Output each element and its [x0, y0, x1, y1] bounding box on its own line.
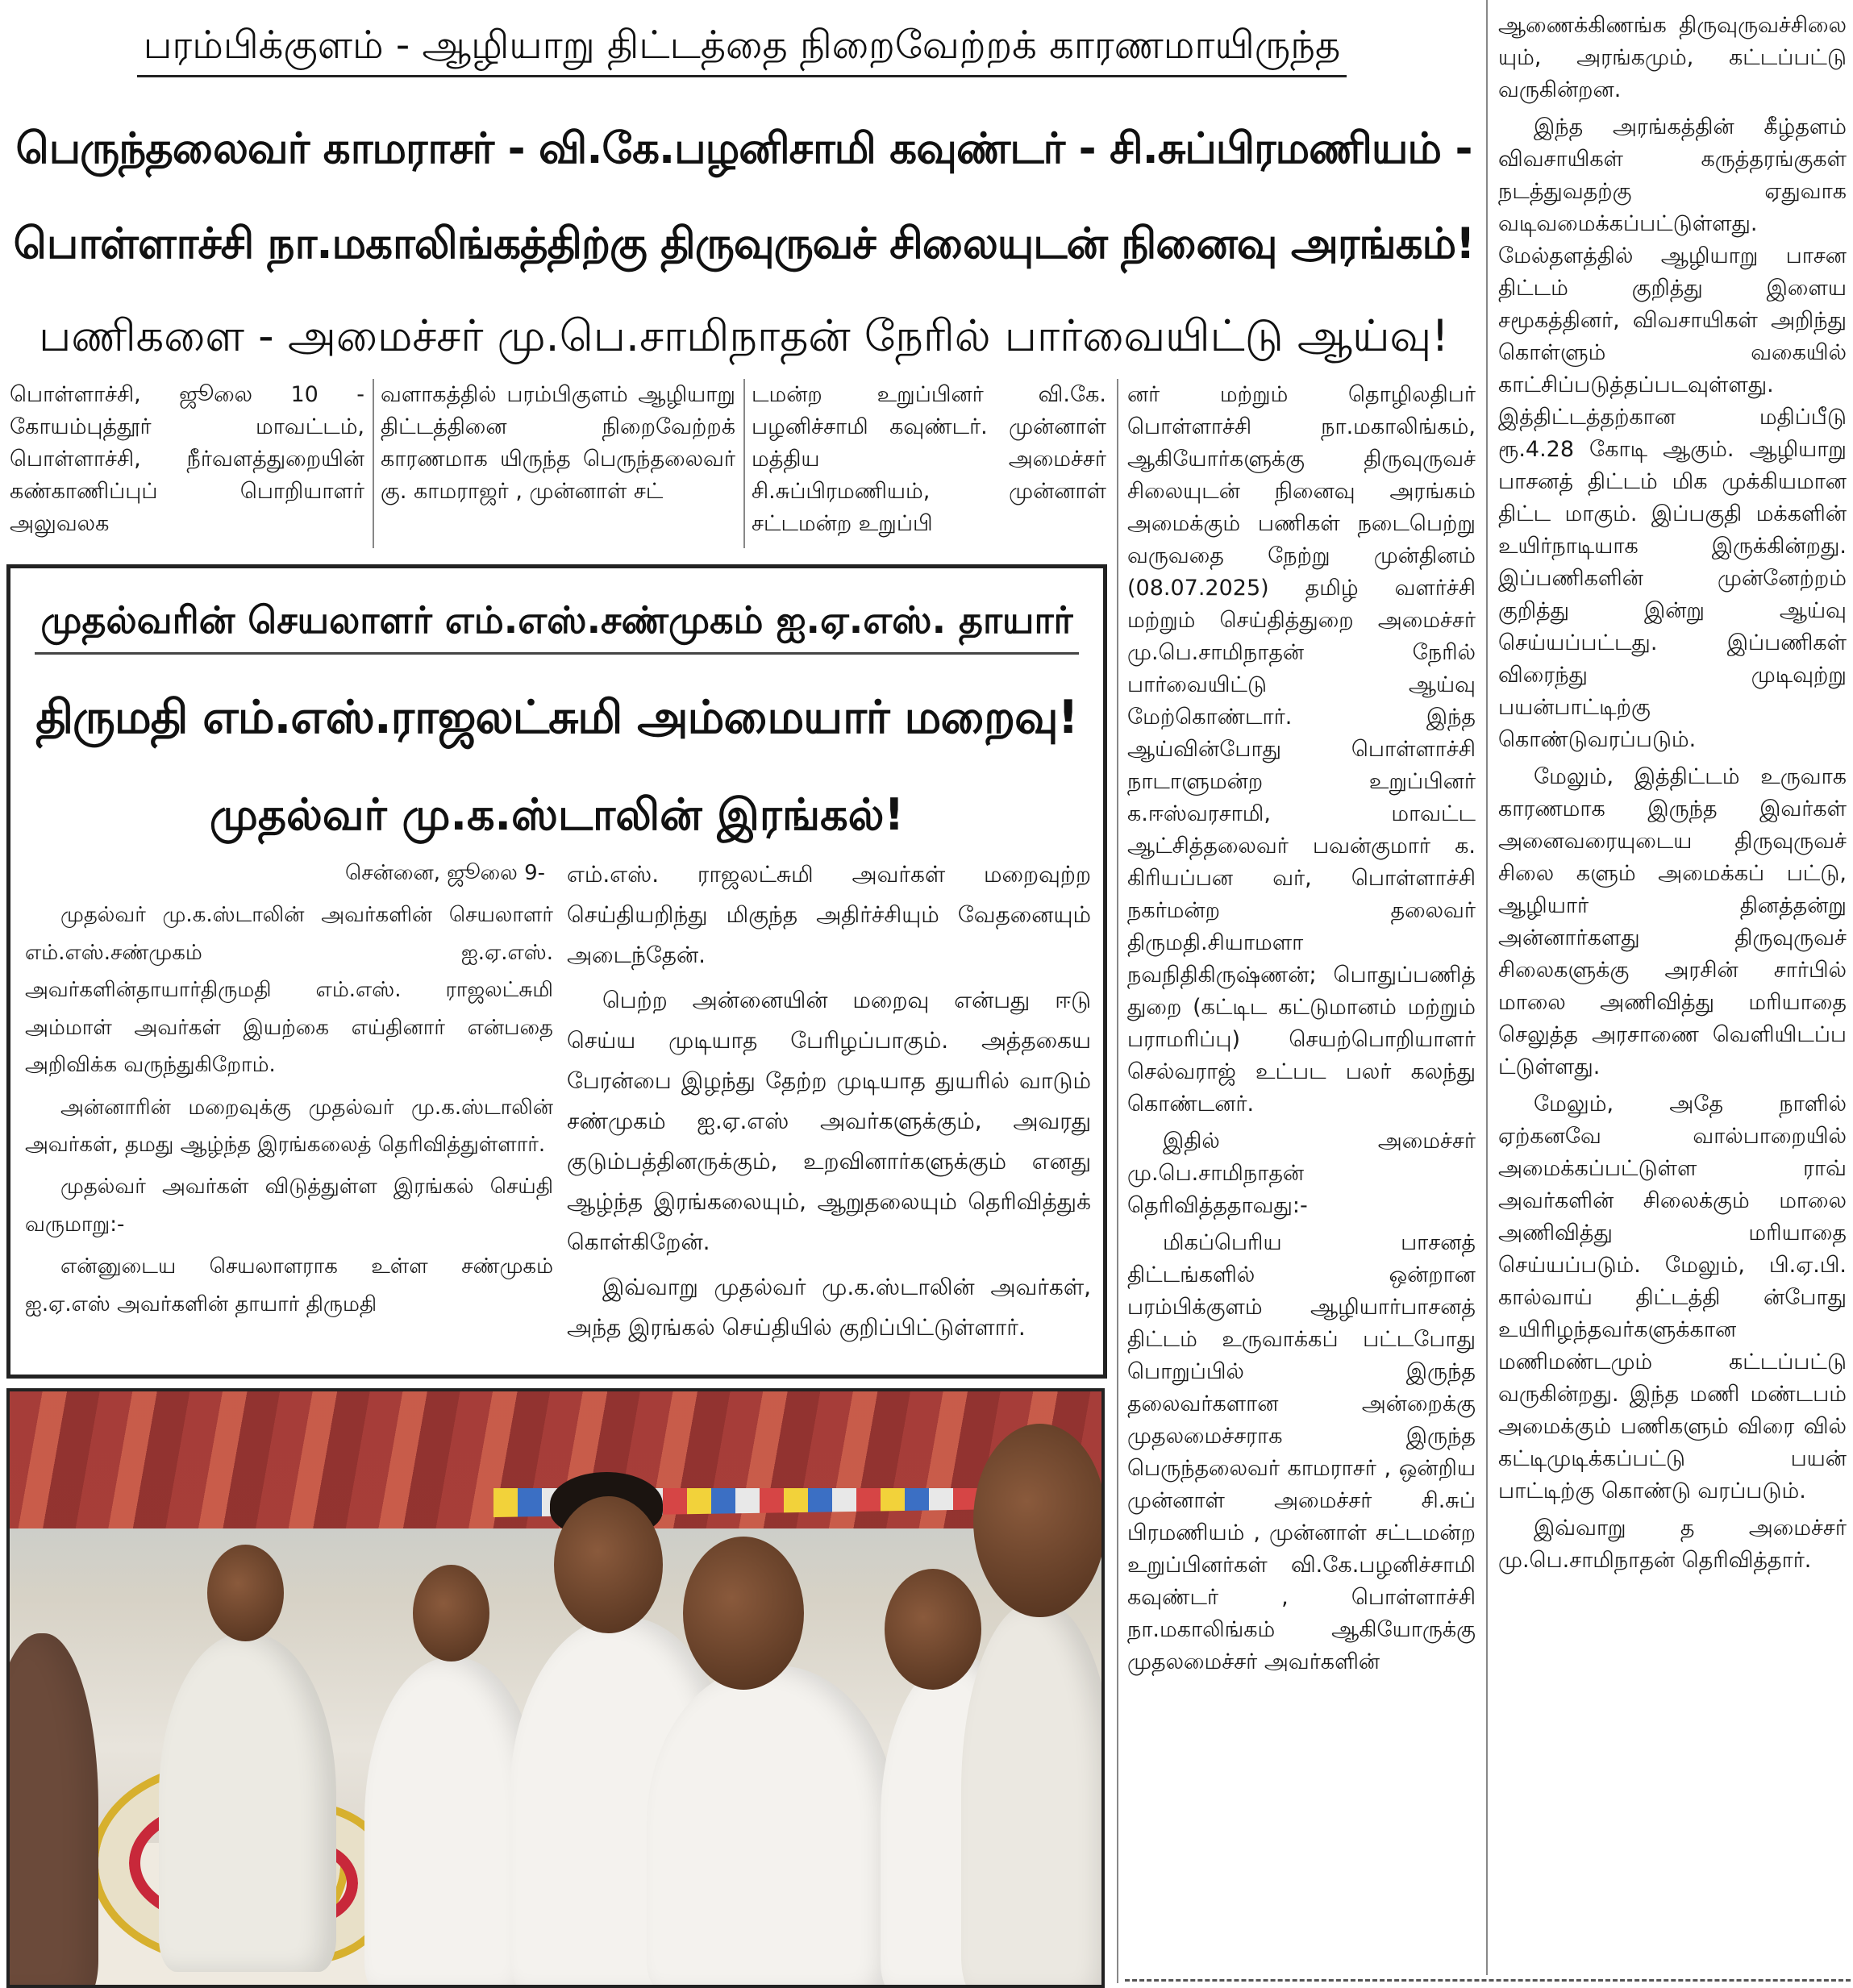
photo-person [6, 1633, 98, 1988]
obituary-dateline: சென்னை, ஜூலை 9- [345, 861, 545, 885]
obituary-subheadline: முதல்வர் மு.க.ஸ்டாலின் இரங்கல்! [209, 789, 905, 840]
story-col1-text: பொள்ளாச்சி, ஜூலை 10 - கோயம்புத்தூர் மாவட்டம், பொள்ளாச்சி, நீர்வளத்துறையின் கண்காணிப்புப் பொறியாளர் அலுவலக [10, 382, 364, 536]
obituary-box [6, 564, 1107, 1379]
column-rule [373, 379, 374, 548]
story-col5-para-1: ஆணைக்கிணங்க திருவுருவச்சிலை யும், அரங்கமும், கட்டப்பட்டு வருகின்றன. [1498, 13, 1847, 102]
headline-line-1: பெருந்தலைவர் காமராசர் - வி.கே.பழனிசாமி கவுண்டர் - சி.சுப்பிரமணியம் - [15, 124, 1472, 173]
story-column-4 [1127, 379, 1476, 1975]
column-rule [1486, 0, 1488, 1975]
obituary-column-right [567, 855, 1091, 1370]
obituary-right-para-2: பெற்ற அன்னையின் மறைவு என்பது ஈடு செய்ய முடியாத பேரிழப்பாகும். அத்தகைய பேரன்பை இழந்து தேற்ற முடியாத துயரில் வாடும் சண்முகம் ஐ.ஏ.எஸ் அவர்களுக்கும், அவரது குடும்பத்தினருக்கும், உறவினார்களுக்கும் எனது ஆழ்ந்த இரங்கலையும், ஆறுதலையும் தெரிவித்துக் கொள்கிறேன். [567, 987, 1091, 1255]
story-col5-para-2: இந்த அரங்கத்தின் கீழ்தளம் விவசாயிகள் கருத்தரங்குகள் நடத்துவதற்கு ஏதுவாக வடிவமைக்கப்பட்டுள்ளது. மேல்தளத்தில் ஆழியாறு பாசன திட்டம் குறித்து இளைய சமூகத்தினர், விவசாயிகள் அறிந்து கொள்ளும் வகையில் காட்சிப்படுத்தப்படவுள்ளது. இத்திட்டத்தற்கான மதிப்பீடு ரூ.4.28 கோடி ஆகும். ஆழியாறு பாசனத் திட்டம் மிக முக்கியமான திட்ட மாகும். இப்பகுதி மக்களின் உயிர்நாடியாக இருக்கின்றது. இப்பணிகளின் முன்னேற்றம் குறித்து இன்று ஆய்வு செய்யப்பட்டது. இப்பணிகள் விரைந்து முடிவுற்று பயன்பாட்டிற்கு கொண்டுவரப்படும். [1498, 114, 1847, 752]
column-rule [743, 379, 745, 548]
column-rule [1117, 379, 1118, 1983]
story-col4-para-2: இதில் அமைச்சர் மு.பெ.சாமிநாதன் தெரிவித்ததாவது:- [1127, 1129, 1476, 1218]
story-col3-text: டமன்ற உறுப்பினர் வி.கே. பழனிச்சாமி கவுண்டர். முன்னாள் மத்திய அமைச்சர் சி.சுப்பிரமணியம், முன்னாள் சட்டமன்ற உறுப்பி [752, 382, 1106, 536]
obituary-headline: திருமதி எம்.எஸ்.ராஜலட்சுமி அம்மையார் மறைவு! [35, 691, 1078, 744]
obituary-right-para-3: இவ்வாறு முதல்வர் மு.க.ஸ்டாலின் அவர்கள், அந்த இரங்கல் செய்தியில் குறிப்பிட்டுள்ளார். [567, 1274, 1091, 1341]
photo-person-head [885, 1569, 981, 1690]
photo-person-head [973, 1424, 1105, 1617]
story-col5-para-3: மேலும், இத்திட்டம் உருவாக காரணமாக இருந்த இவர்கள் அனைவரையுடைய திருவுருவச் சிலை களும் அமைக்கப் பட்டு, ஆழியார் தினத்தன்று அன்னார்களது திருவுருவச் சிலைகளுக்கு அரசின் சார்பில் மாலை அணிவித்து மரியாதை செலுத்த அரசாணை வெளியிடப்ப ட்டுள்ளது. [1498, 764, 1847, 1079]
bottom-dashed-rule [1125, 1979, 1851, 1982]
photo-person [647, 1666, 897, 1988]
subheadline: பணிகளை - அமைச்சர் மு.பெ.சாமிநாதன் நேரில் பார்வையிட்டு ஆய்வு! [39, 310, 1449, 361]
story-col4-para-1: னர் மற்றும் தொழிலதிபர் பொள்ளாச்சி நா.மகாலிங்கம், ஆகியோர்களுக்கு திருவுருவச் சிலையுடன் நினைவு அரங்கம் அமைக்கும் பணிகள் நடைபெற்று வருவதை நேற்று முன்தினம் (08.07.2025) தமிழ் வளர்ச்சி மற்றும் செய்தித்துறை அமைச்சர் மு.பெ.சாமிநாதன் நேரில் பார்வையிட்டு ஆய்வு மேற்கொண்டார். இந்த ஆய்வின்போது பொள்ளாச்சி நாடாளுமன்ற உறுப்பினர் க.ஈஸ்வரசாமி, மாவட்ட ஆட்சித்தலைவர் பவன்குமார் க. கிரியப்பன வர், பொள்ளாச்சி நகர்மன்ற தலைவர் திருமதி.சியாமளா நவநிதிகிருஷ்ணன்; பொதுப்பணித் துறை (கட்டிட கட்டுமானம் மற்றும் பராமரிப்பு) செயற்பொறியாளர் செல்வராஜ் உட்பட பலர் கலந்து கொண்டனர். [1127, 382, 1476, 1117]
story-column-5 [1498, 10, 1847, 1977]
story-col4-para-3: மிகப்பெரிய பாசனத் திட்டங்களில் ஒன்றான பரம்பிக்குளம் ஆழியார்பாசனத் திட்டம் உருவாக்கப் பட்டபோது பொறுப்பில் இருந்த தலைவர்களான அன்றைக்கு முதலமைச்சராக இருந்த பெருந்தலைவர் காமராசர் , ஒன்றிய முன்னாள் அமைச்சர் சி.சுப் பிரமணியம் , முன்னாள் சட்டமன்ற உறுப்பினர்கள் வி.கே.பழனிச்சாமி கவுண்டர் , பொள்ளாச்சி நா.மகாலிங்கம் ஆகியோருக்கு முதலமைச்சர் அவர்களின் [1127, 1230, 1476, 1674]
photo-person-head [413, 1565, 489, 1662]
photo-person-head [207, 1545, 284, 1641]
obituary-left-para-2: அன்னாரின் மறைவுக்கு முதல்வர் மு.க.ஸ்டாலின் அவர்கள், தமது ஆழ்ந்த இரங்கலைத் தெரிவித்துள்ளார். [25, 1095, 553, 1157]
obituary-right-para-1: எம்.எஸ். ராஜலட்சுமி அவர்கள் மறைவுற்ற செய்தியறிந்து மிகுந்த அதிர்ச்சியும் வேதனையும் அடைந்தேன். [567, 861, 1091, 968]
obituary-left-para-1: முதல்வர் மு.க.ஸ்டாலின் அவர்களின் செயலாளர் எம்.எஸ்.சண்முகம் ஐ.ஏ.எஸ். அவர்களின்தாயார்திருமதி எம்.எஸ். ராஜலட்சுமி அம்மாள் அவர்கள் இயற்கை எய்தினார் என்பதை அறிவிக்க வருந்துகிறோம். [25, 903, 553, 1078]
story-column-1 [10, 379, 364, 548]
story-col2-text: வளாகத்தில் பரம்பிகுளம் ஆழியாறு திட்டத்தினை நிறைவேற்றக் காரணமாக யிருந்த பெருந்தலைவர் கு. காமராஜர் , முன்னாள் சட் [381, 382, 735, 504]
photo-person-head [554, 1496, 663, 1633]
story-col5-para-4: மேலும், அதே நாளில் ஏற்கனவே வால்பாறையில் அமைக்கப்பட்டுள்ள ராவ் அவர்களின் சிலைக்கும் மாலை அணிவித்து மரியாதை செய்யப்படும். மேலும், பி.ஏ.பி. கால்வாய் திட்டத்தி ன்போது உயிரிழந்தவர்களுக்கான மணிமண்டமும் கட்டப்பட்டு வருகின்றது. இந்த மணி மண்டபம் அமைக்கும் பணிகளும் விரை வில் கட்டிமுடிக்கப்பட்டு பயன் பாட்டிற்கு கொண்டு வரப்படும். [1498, 1092, 1847, 1503]
photo-person [961, 1601, 1105, 1988]
obituary-left-para-3: முதல்வர் அவர்கள் விடுத்துள்ள இரங்கல் செய்தி வருமாறு:- [25, 1175, 553, 1237]
photo-person [159, 1633, 336, 1972]
news-photo [6, 1388, 1105, 1988]
obituary-left-para-4: என்னுடைய செயலாளராக உள்ள சண்முகம் ஐ.ஏ.எஸ் அவர்களின் தாயார் திருமதி [25, 1254, 553, 1316]
headline-line-2: பொள்ளாச்சி நா.மகாலிங்கத்திற்கு திருவுருவச் சிலையுடன் நினைவு அரங்கம்! [13, 219, 1475, 268]
story-column-2 [381, 379, 735, 548]
obituary-column-left [25, 855, 553, 1370]
story-column-3 [752, 379, 1106, 548]
photo-person-head [683, 1537, 804, 1690]
obituary-kicker: முதல்வரின் செயலாளர் எம்.எஸ்.சண்முகம் ஐ.ஏ.எஸ். தாயார் [35, 586, 1079, 655]
story-col5-para-5: இவ்வாறு த அமைச்சர் மு.பெ.சாமிநாதன் தெரிவித்தார். [1498, 1516, 1847, 1573]
kicker-line: பரம்பிக்குளம் - ஆழியாறு திட்டத்தை நிறைவேற்றக் காரணமாயிருந்த [137, 13, 1347, 77]
